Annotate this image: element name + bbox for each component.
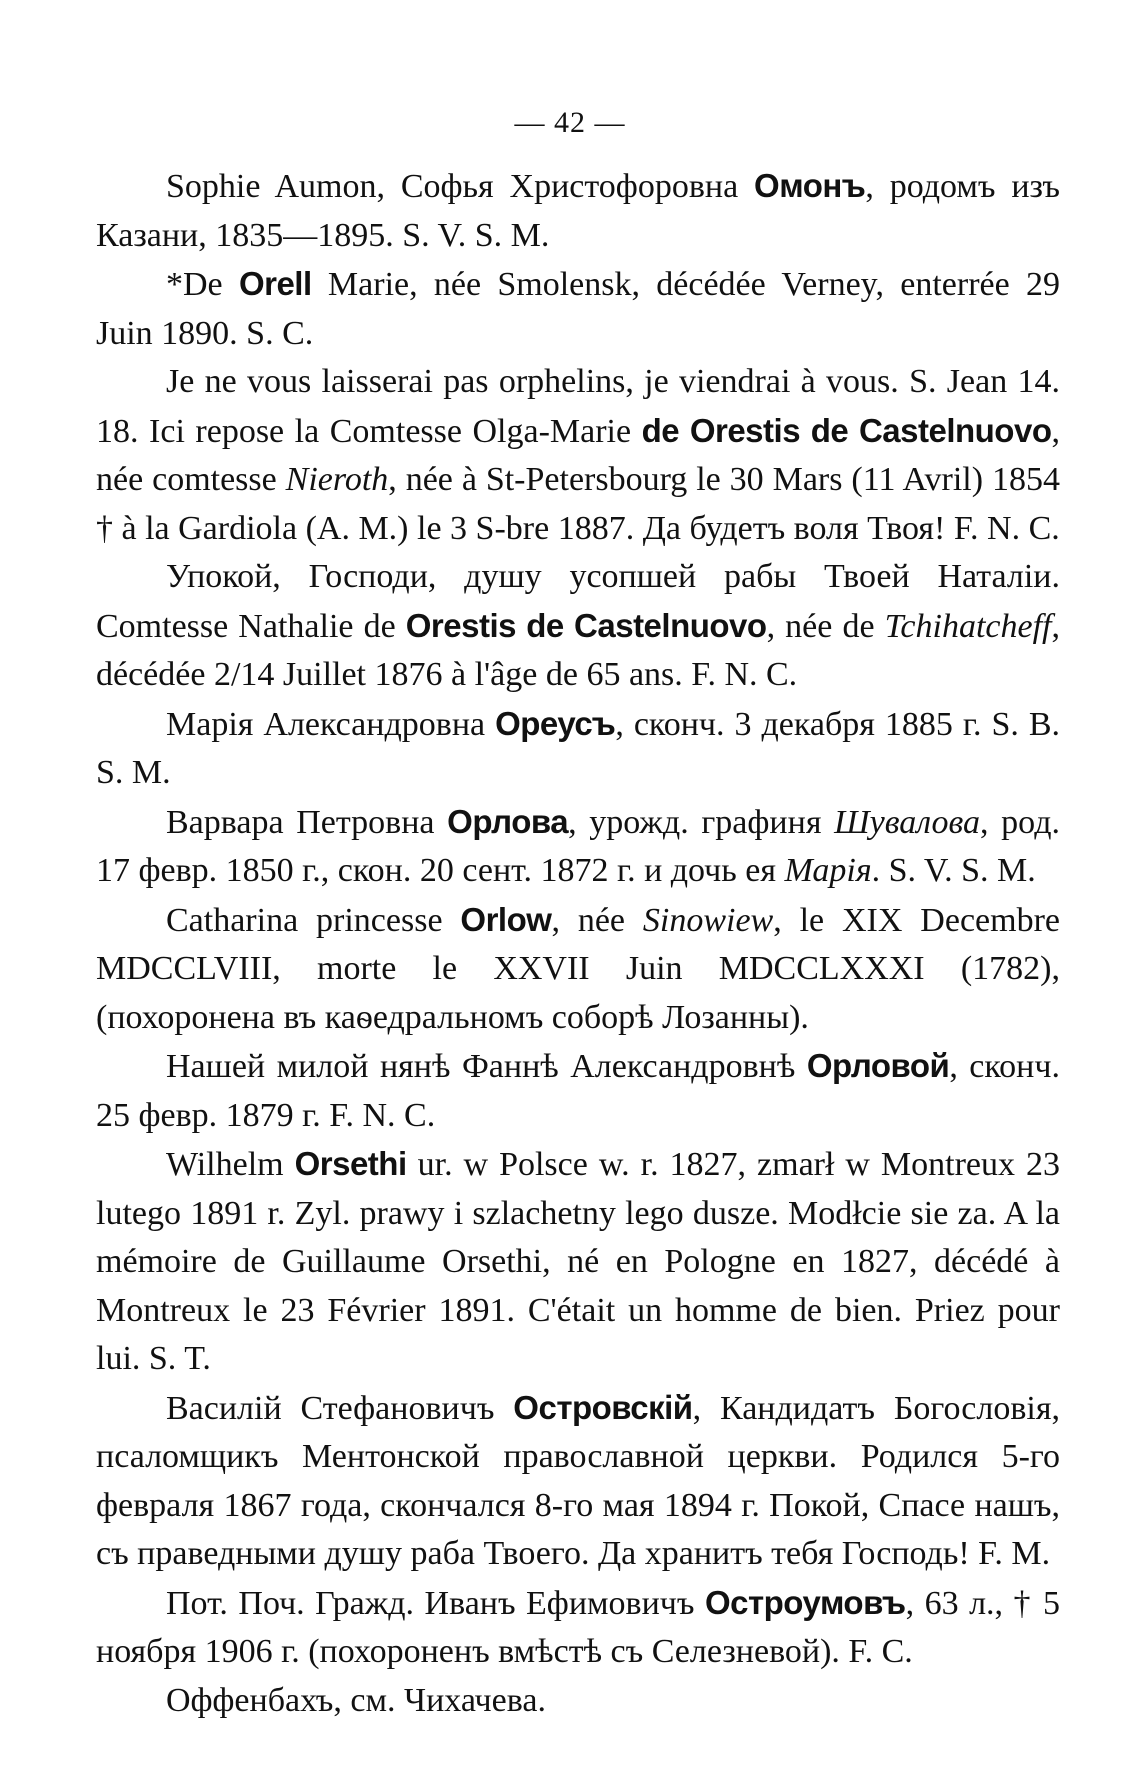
surname: Омонъ bbox=[754, 167, 866, 204]
entry-orsethi: Wilhelm Orsethi ur. w Polsce w. r. 1827, zmarł w Montreux 23 lutego 1891 r. Zyl. prawy i szlachetny lego dusze. Modłcie sie za. A la mémoire de Guillaume Orsethi, né en Pologne en 1827, décédé à Montreux le 23 Février 1891. C'était un homme de bien. Priez pour lui. S. T. bbox=[96, 1145, 1061, 1377]
surname: de Orestis de Castelnuovo bbox=[641, 411, 1052, 449]
entry-ostroumov: Пот. Поч. Гражд. Иванъ Ефимовичъ Остроумовъ, 63 л., † 5 ноября 1906 г. (похороненъ вмѣстѣ съ Селезневой). F. C. bbox=[96, 1583, 1060, 1670]
surname: Ореусъ bbox=[495, 704, 616, 742]
entry-orell: *De Orell Marie, née Smolensk, décédée Verney, enterrée 29 Juin 1890. S. C. bbox=[96, 265, 1060, 352]
maiden-name: Шувалова bbox=[834, 803, 980, 841]
entry-orlovoy: Нашей милой нянѣ Фаннѣ Александровнѣ Орловой, сконч. 25 февр. 1879 г. F. N. C. bbox=[96, 1047, 1060, 1134]
surname: Орлова bbox=[447, 802, 569, 840]
entry-ostrovsky: Василій Стефановичъ Островскій, Кандидатъ Богословія, псаломщикъ Ментонской православной церкви. Родился 5-го февраля 1867 года, скончался 8-го мая 1894 г. Покой, Спасе нашъ, съ праведными душу раба Твоего. Да хранитъ тебя Господь! F. M. bbox=[96, 1388, 1060, 1572]
entry-orlow: Catharina princesse Orlow, née Sinowiew, le XIX Decembre MDCCLVIII, morte le XXVII Juin MDCCLXXXI (1782), (похоронена въ каѳедральномъ соборѣ Лозанны). bbox=[96, 900, 1060, 1036]
maiden-name: Sinowiew bbox=[642, 901, 774, 939]
maiden-name: Tchihatcheff bbox=[884, 607, 1052, 645]
page-number: — 42 — bbox=[514, 106, 626, 139]
entry-offenbach: Оффенбахъ, см. Чихачева. bbox=[166, 1681, 546, 1719]
maiden-name: Nieroth bbox=[285, 461, 389, 498]
entry-orestis-nathalie: Упокой, Господи, душу усопшей рабы Твоей Наталіи. Comtesse Nathalie de Orestis de Castelnuovo, née de Tchihatcheff, décédée 2/14 Juillet 1876 à l'âge de 65 ans. F. N. C. bbox=[96, 558, 1060, 693]
daughter-name: Марія bbox=[784, 852, 872, 889]
entry-oreus: Марія Александровна Ореусъ, сконч. 3 декабря 1885 г. S. B. S. M. bbox=[96, 704, 1061, 791]
entry-orlova: Варвара Петровна Орлова, урожд. графиня Шувалова, род. 17 февр. 1850 г., скон. 20 сент. 1872 г. и дочь ея Марія. S. V. S. M. bbox=[96, 802, 1060, 889]
surname: Orell bbox=[238, 265, 312, 302]
surname: Орловой bbox=[806, 1047, 950, 1084]
surname: Orestis de Castelnuovo bbox=[405, 606, 767, 644]
surname: Orlow bbox=[460, 900, 552, 938]
entry-aumon: Sophie Aumon, Софья Христофоровна Омонъ, родомъ изъ Казани, 1835—1895. S. V. S. M. bbox=[96, 167, 1060, 254]
surname: Orsethi bbox=[294, 1145, 407, 1182]
entry-orestis-olga: Je ne vous laisserai pas orphelins, je viendrai à vous. S. Jean 14. 18. Ici repose la Comtesse Olga-Marie de Orestis de Castelnuovo, née comtesse Nieroth, née à St-Petersbourg le 30 Mars (11 Avril) 1854 † à la Gardiola (A. M.) le 3 S-bre 1887. Да будетъ воля Твоя! F. N. C. bbox=[96, 363, 1060, 547]
entry-list bbox=[96, 162, 1060, 1725]
surname: Островскій bbox=[513, 1388, 693, 1426]
surname: Остроумовъ bbox=[704, 1583, 906, 1621]
